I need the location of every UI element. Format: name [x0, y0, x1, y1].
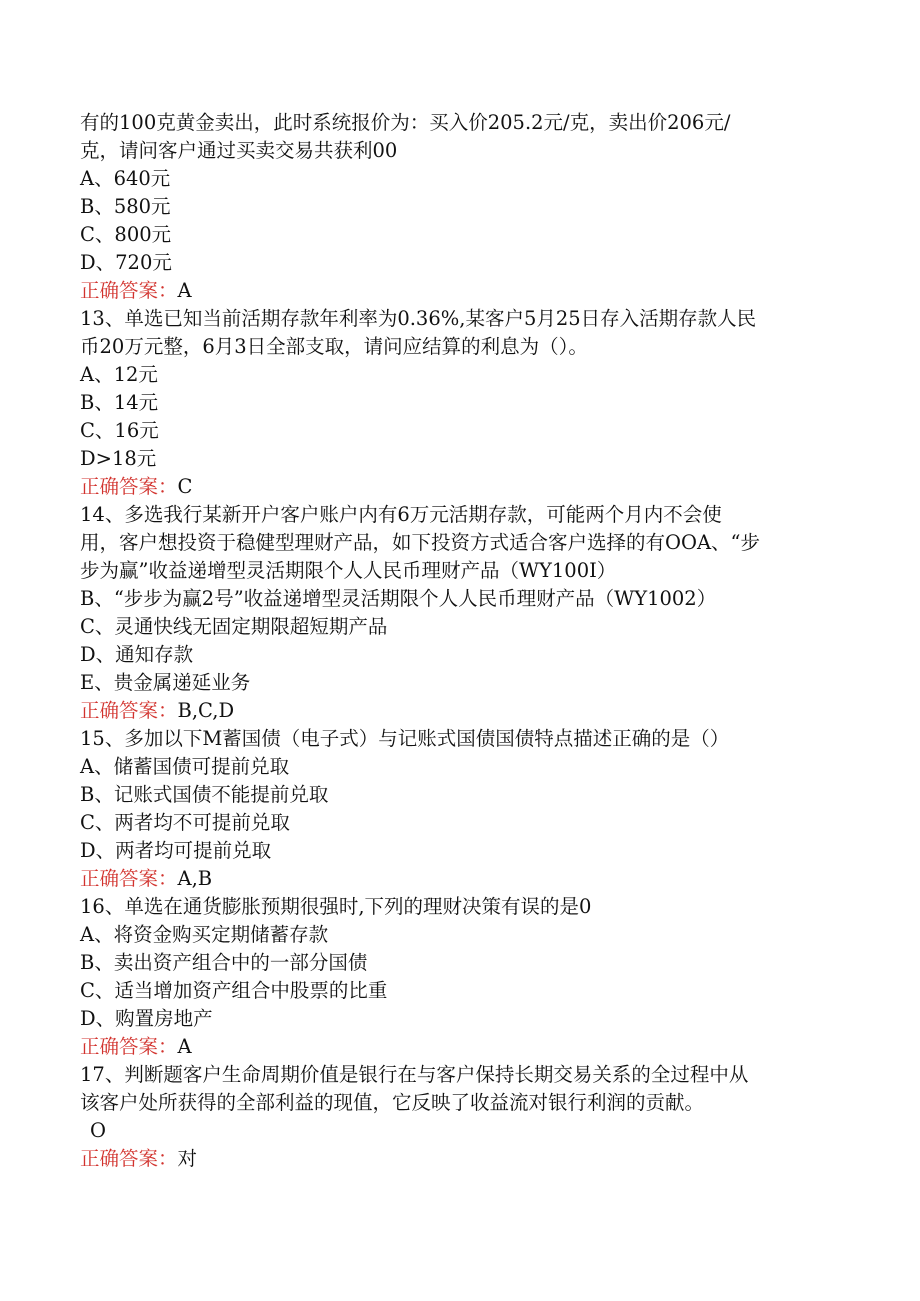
- correct-answer-label: 正确答案：: [80, 279, 178, 302]
- option-d: D、720元: [80, 251, 172, 274]
- option-a: A、12元: [80, 363, 158, 386]
- correct-answer: [80, 473, 840, 501]
- question-15: [80, 725, 840, 893]
- option-c: C、800元: [80, 223, 172, 246]
- option-d: D、两者均可提前兑取: [80, 839, 272, 862]
- question-list: [80, 109, 840, 1173]
- question-16: [80, 893, 840, 1061]
- correct-answer-label: 正确答案：: [80, 1035, 178, 1058]
- question-text-line: 17、判断题客户生命周期价值是银行在与客户保持长期交易关系的全过程中从: [80, 1063, 749, 1086]
- option-b: B、14元: [80, 391, 159, 414]
- option-b: B、卖出资产组合中的一部分国债: [80, 951, 368, 974]
- correct-answer-value: C: [177, 475, 193, 498]
- correct-answer-value: A,B: [177, 867, 213, 890]
- question-text-line: 步为赢”收益递增型灵活期限个人人民币理财产品（WY100I）: [80, 559, 617, 582]
- correct-answer: [80, 1033, 840, 1061]
- answer-blank-mark: O: [90, 1119, 106, 1142]
- option-d: D、购置房地产: [80, 1007, 213, 1030]
- question-text-line: 14、多选我行某新开户客户账户内有6万元活期存款，可能两个月内不会使: [80, 503, 722, 526]
- option-e: E、贵金属递延业务: [80, 671, 251, 694]
- option-b: B、记账式国债不能提前兑取: [80, 783, 329, 806]
- option-c: C、两者均不可提前兑取: [80, 811, 290, 834]
- question-12: [80, 109, 840, 305]
- option-b: B、“步步为赢2号”收益递增型灵活期限个人人民币理财产品（WY1002）: [80, 587, 717, 610]
- option-d: D、通知存款: [80, 643, 194, 666]
- correct-answer-value: 对: [177, 1147, 198, 1170]
- correct-answer-label: 正确答案：: [80, 699, 178, 722]
- question-text-line: 币20万元整，6月3日全部支取，请问应结算的利息为（）。: [80, 335, 588, 358]
- question-text-line: 13、单选已知当前活期存款年利率为0.36%,某客户5月25日存入活期存款人民: [80, 307, 757, 330]
- option-a: A、储蓄国债可提前兑取: [80, 755, 290, 778]
- question-text-line: 用，客户想投资于稳健型理财产品，如下投资方式适合客户选择的有OOA、“步: [80, 531, 761, 554]
- correct-answer: [80, 865, 840, 893]
- question-text-line: 16、单选在通货膨胀预期很强时,下列的理财决策有误的是0: [80, 895, 592, 918]
- correct-answer: [80, 277, 840, 305]
- question-text-line: 15、多加以下M蓄国债（电子式）与记账式国债国债特点描述正确的是（）: [80, 727, 730, 750]
- question-13: [80, 305, 840, 501]
- option-c: C、适当增加资产组合中股票的比重: [80, 979, 388, 1002]
- correct-answer-value: A: [177, 1035, 192, 1058]
- option-b: B、580元: [80, 195, 171, 218]
- option-d: D>18元: [80, 447, 157, 470]
- correct-answer-label: 正确答案：: [80, 867, 178, 890]
- option-c: C、16元: [80, 419, 159, 442]
- question-text-line: 该客户处所获得的全部利益的现值，它反映了收益流对银行利润的贡献。: [80, 1091, 705, 1114]
- correct-answer-value: A: [177, 279, 192, 302]
- question-text-line: 有的100克黄金卖出，此时系统报价为：买入价205.2元/克，卖出价206元/: [80, 111, 731, 134]
- option-a: A、640元: [80, 167, 171, 190]
- correct-answer: [80, 697, 840, 725]
- correct-answer-value: B,C,D: [177, 699, 235, 722]
- question-17: [80, 1061, 840, 1173]
- correct-answer: [80, 1145, 840, 1173]
- option-c: C、灵通快线无固定期限超短期产品: [80, 615, 388, 638]
- correct-answer-label: 正确答案：: [80, 1147, 178, 1170]
- option-a: A、将资金购买定期储蓄存款: [80, 923, 329, 946]
- correct-answer-label: 正确答案：: [80, 475, 178, 498]
- question-text-line: 克，请问客户通过买卖交易共获利00: [80, 139, 398, 162]
- question-14: [80, 501, 840, 725]
